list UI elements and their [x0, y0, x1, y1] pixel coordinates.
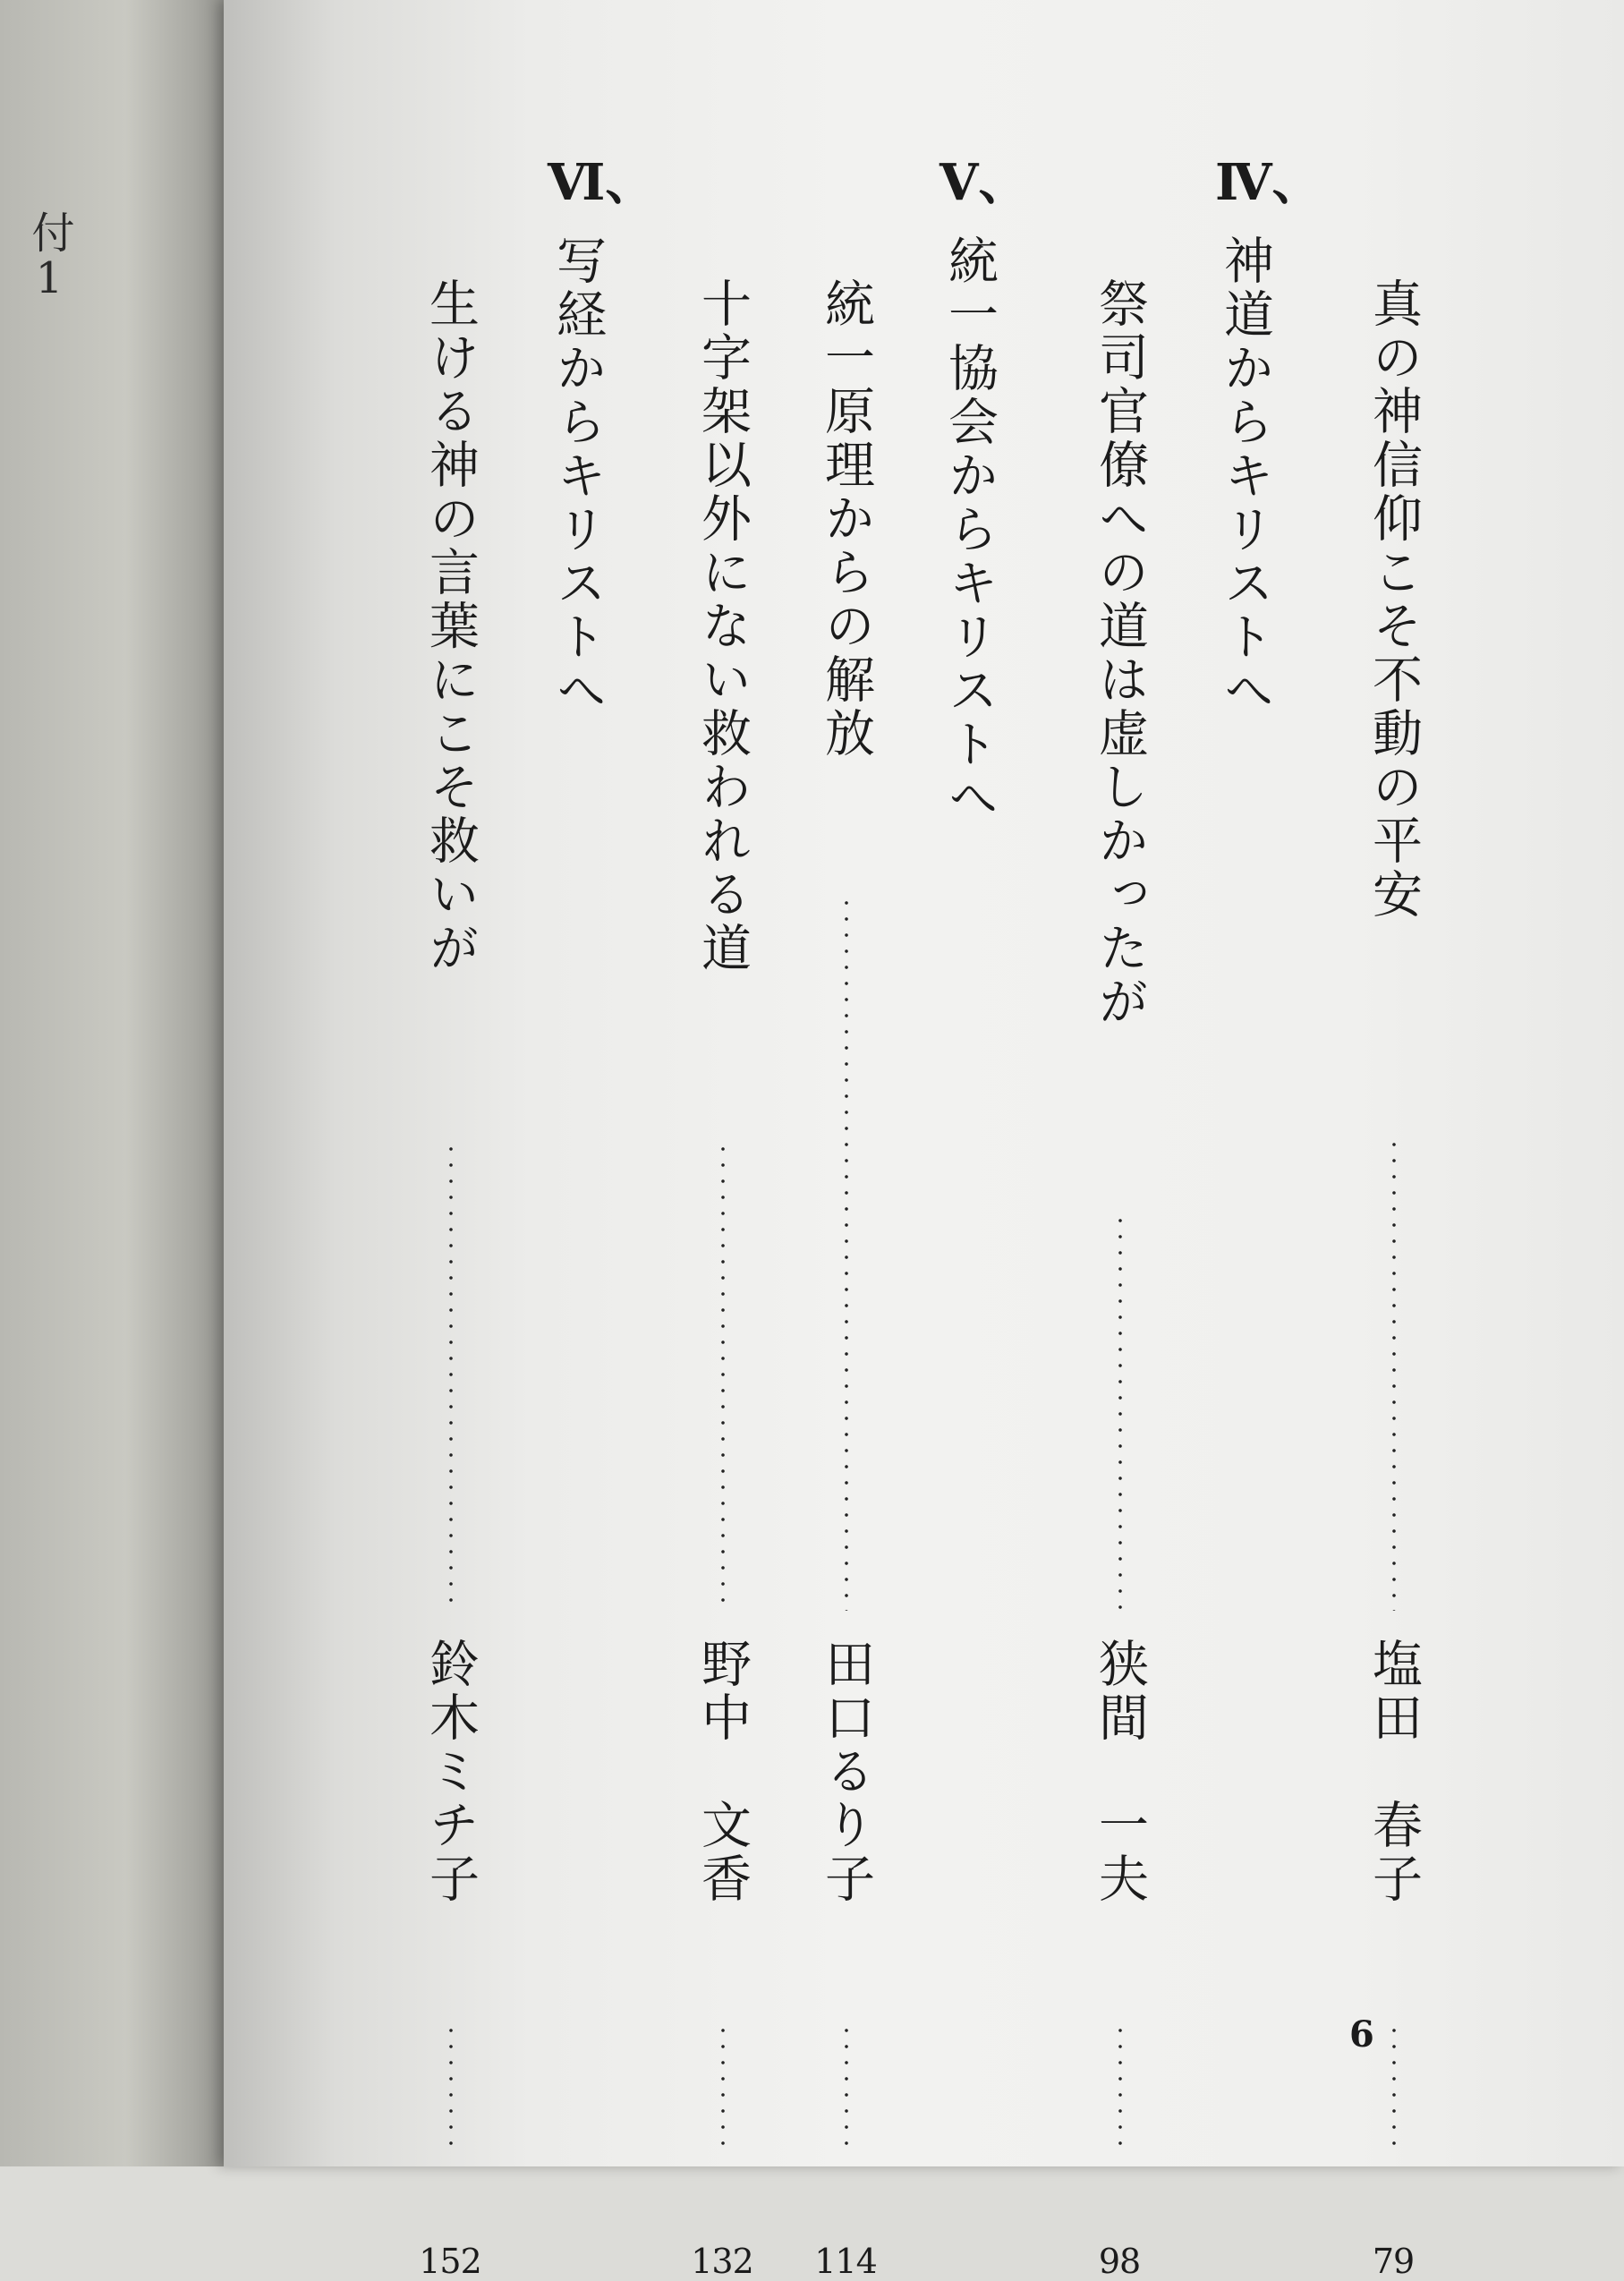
dot-leader — [1391, 1136, 1397, 1611]
dot-leader — [1118, 1213, 1123, 1611]
page-number: 6 — [1349, 2013, 1374, 2055]
section-heading-4: 神道からキリストへ — [1216, 234, 1274, 718]
entry-author: 塩田 春子 — [1365, 1638, 1423, 1906]
dot-leader — [448, 2022, 454, 2148]
section-numeral-4: Ⅳ、 — [1215, 153, 1322, 212]
dot-leader — [1391, 2022, 1397, 2148]
entry-author: 田口るり子 — [817, 1638, 875, 1906]
toc-entry[interactable] — [814, 277, 877, 2281]
section-heading-6: 写経からキリストへ — [548, 234, 607, 718]
entry-title: 生ける神の言葉にこそ救いが — [421, 277, 480, 975]
dot-leader — [844, 895, 849, 1611]
entry-author: 鈴木ミチ子 — [421, 1638, 480, 1906]
toc-entry[interactable] — [419, 277, 481, 2281]
entry-author: 野中 文香 — [693, 1638, 752, 1906]
entry-title: 十字架以外にない救われる道 — [693, 277, 752, 975]
side-label: 付1 — [24, 210, 74, 303]
entry-title: 祭司官僚への道は虚しかったが — [1091, 277, 1149, 1029]
toc-entry[interactable] — [1088, 277, 1151, 2281]
toc-entry[interactable] — [691, 277, 753, 2281]
entry-title: 統一原理からの解放 — [817, 277, 875, 761]
entry-author: 狭間 一夫 — [1091, 1638, 1149, 1906]
dot-leader — [448, 1141, 454, 1611]
dot-leader — [720, 2022, 726, 2148]
dot-leader — [844, 2022, 849, 2148]
entry-title: 真の神信仰こそ不動の平安 — [1365, 277, 1423, 922]
dot-leader — [1118, 2022, 1123, 2148]
toc-entry[interactable] — [1362, 277, 1424, 2281]
book-spine-shadow — [0, 0, 228, 2166]
entry-page: 132 — [691, 2242, 753, 2281]
section-heading-5: 統一協会からキリストへ — [940, 234, 999, 825]
entry-page: 98 — [1098, 2242, 1141, 2281]
dot-leader — [720, 1141, 726, 1611]
entry-page: 114 — [814, 2242, 877, 2281]
entry-page: 79 — [1372, 2242, 1415, 2281]
entry-page: 152 — [419, 2242, 481, 2281]
section-numeral-6: Ⅵ、 — [548, 153, 656, 212]
section-numeral-5: Ⅴ、 — [940, 153, 1029, 212]
